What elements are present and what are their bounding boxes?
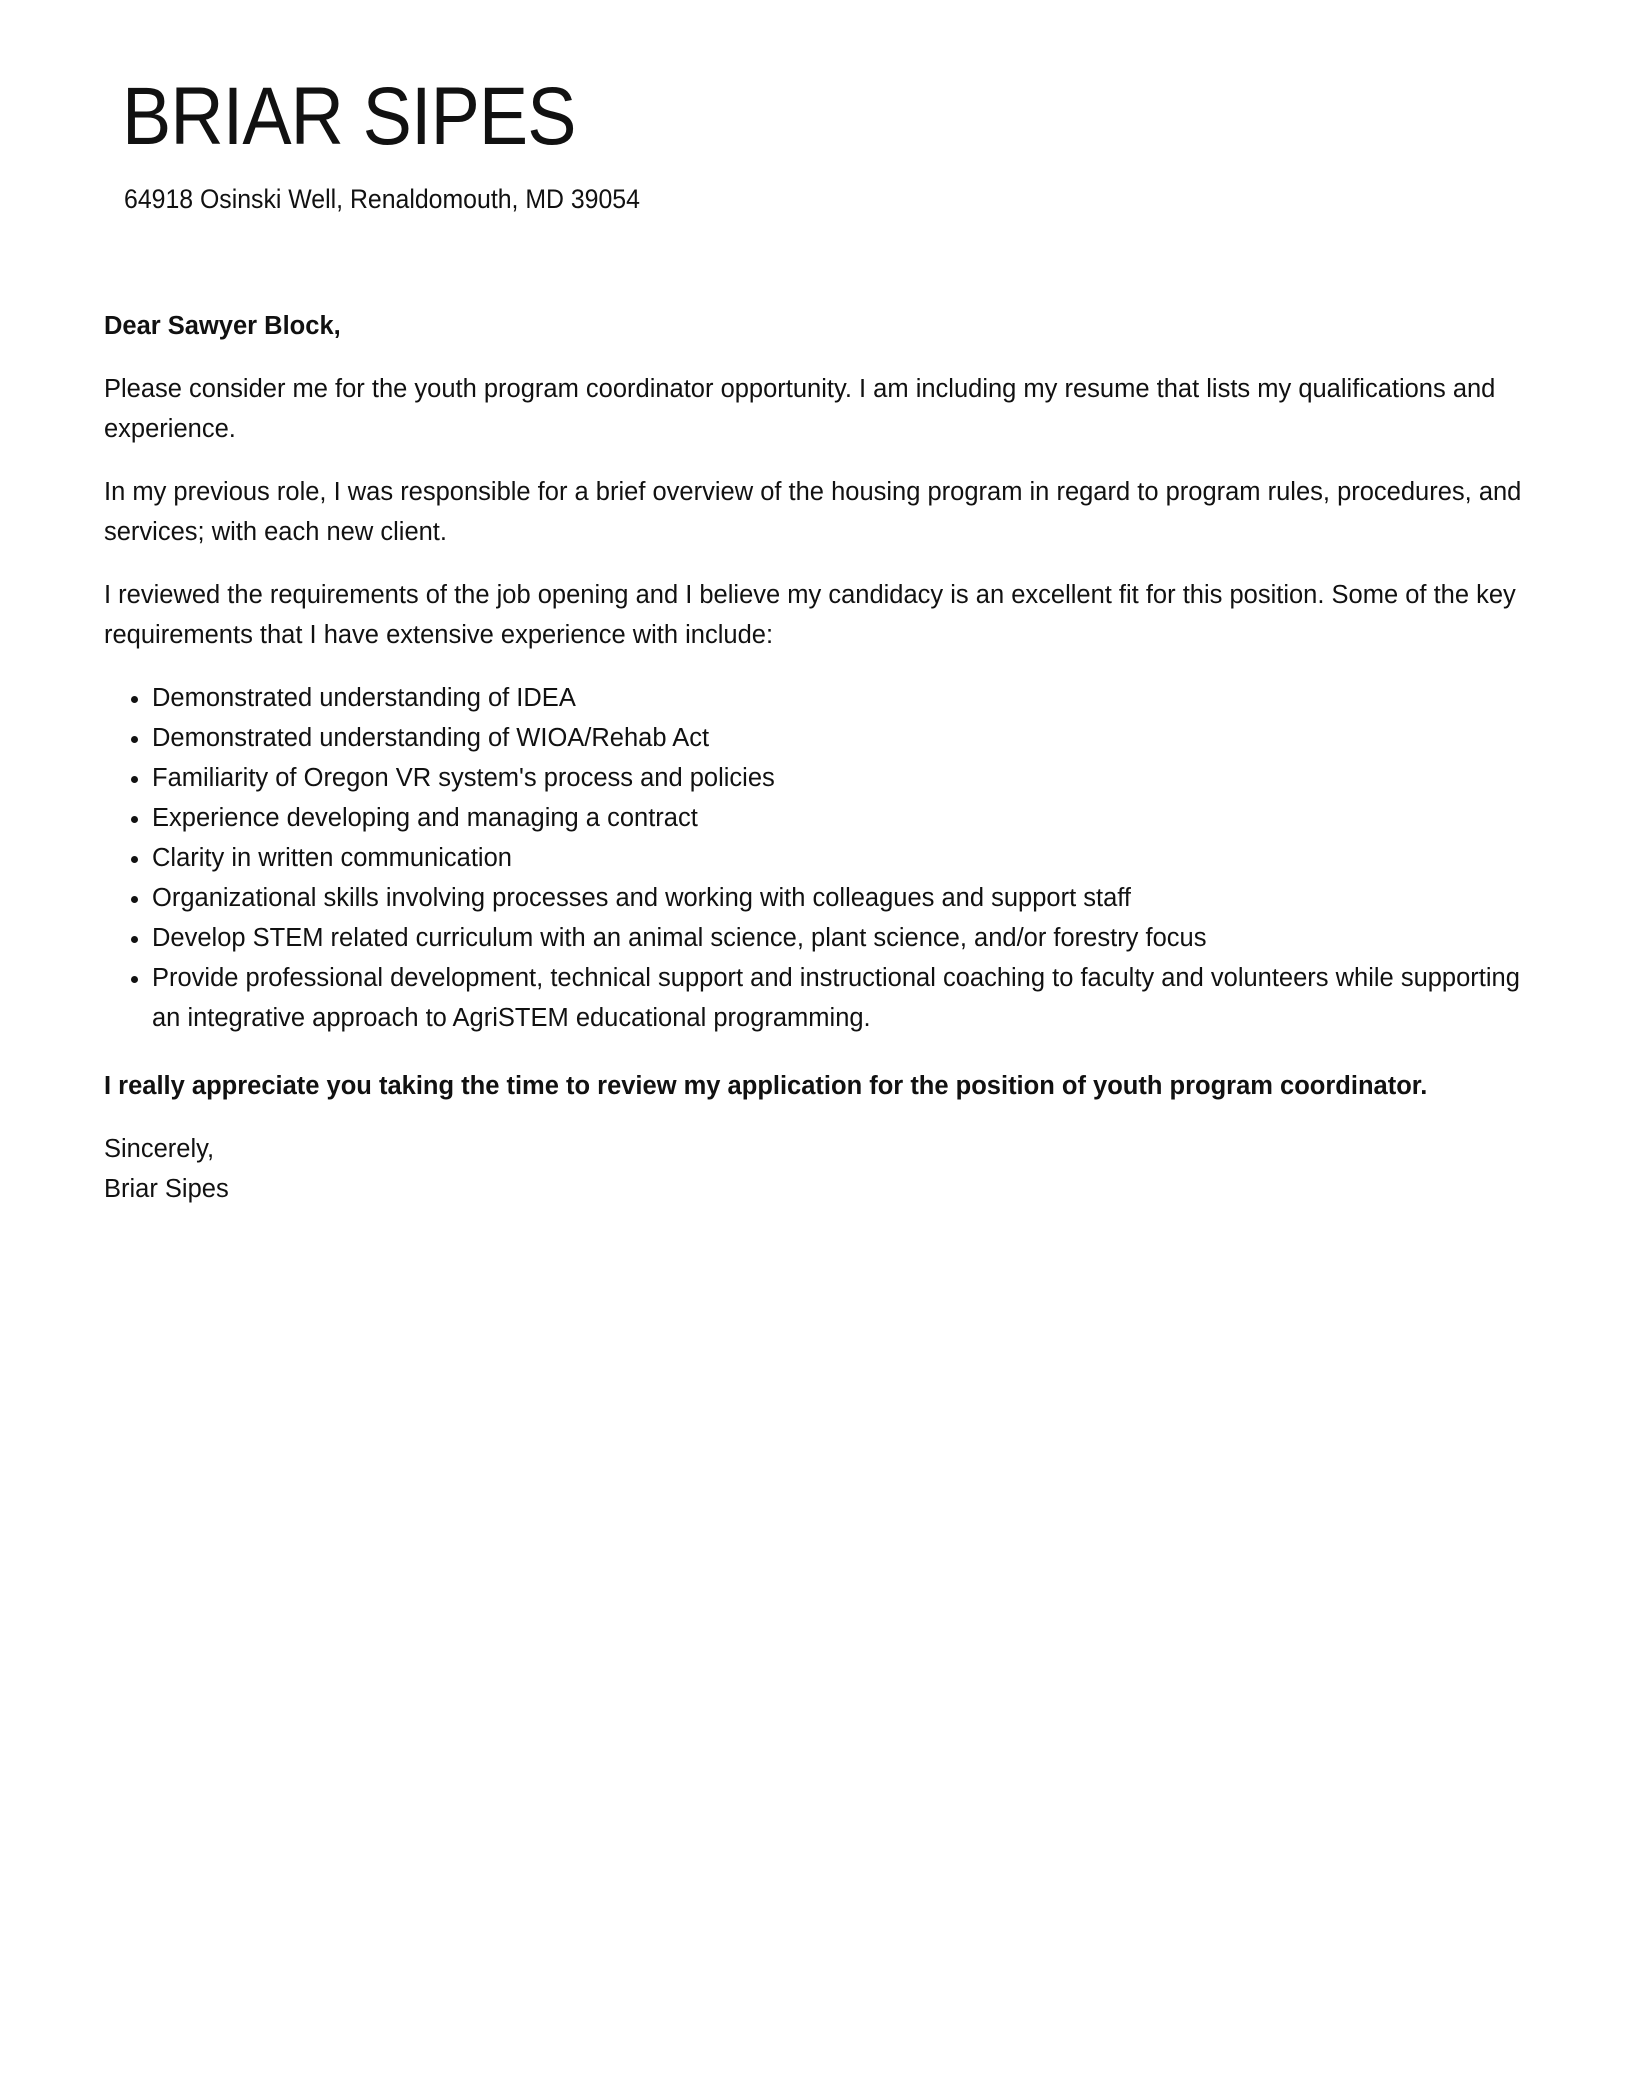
salutation: Dear Sawyer Block,	[104, 312, 341, 340]
list-item: • Demonstrated understanding of IDEA	[152, 678, 1544, 718]
list-item: • Develop STEM related curriculum with an animal science, plant science, and/or forestry focus	[152, 918, 1544, 958]
paragraph-requirements: I reviewed the requirements of the job opening and I believe my candidacy is an excellent fit for this position. Some of the key requirements that I have extensive experience with include:	[104, 581, 1516, 649]
list-item: • Experience developing and managing a contract	[152, 798, 1544, 838]
letter-body	[104, 306, 1544, 1209]
list-item: • Familiarity of Oregon VR system's process and policies	[152, 758, 1544, 798]
applicant-address: 64918 Osinski Well, Renaldomouth, MD 39054	[124, 184, 640, 214]
requirements-list	[104, 678, 1544, 1038]
signature: Briar Sipes	[104, 1175, 229, 1203]
list-item: • Demonstrated understanding of WIOA/Rehab Act	[152, 718, 1544, 758]
sign-off: Sincerely,	[104, 1135, 215, 1163]
list-item: • Provide professional development, technical support and instructional coaching to faculty and volunteers while supporting an integrative approach to AgriSTEM educational programming.	[152, 958, 1544, 1038]
paragraph-previous-role: In my previous role, I was responsible for a brief overview of the housing program in regard to program rules, procedures, and services; with each new client.	[104, 478, 1522, 546]
list-item: • Organizational skills involving processes and working with colleagues and support staff	[152, 878, 1544, 918]
applicant-name: BRIAR SIPES	[122, 71, 576, 162]
list-item: • Clarity in written communication	[152, 838, 1544, 878]
closing-statement: I really appreciate you taking the time to review my application for the position of youth program coordinator.	[104, 1072, 1428, 1100]
paragraph-intro: Please consider me for the youth program coordinator opportunity. I am including my resume that lists my qualifications and experience.	[104, 375, 1496, 443]
